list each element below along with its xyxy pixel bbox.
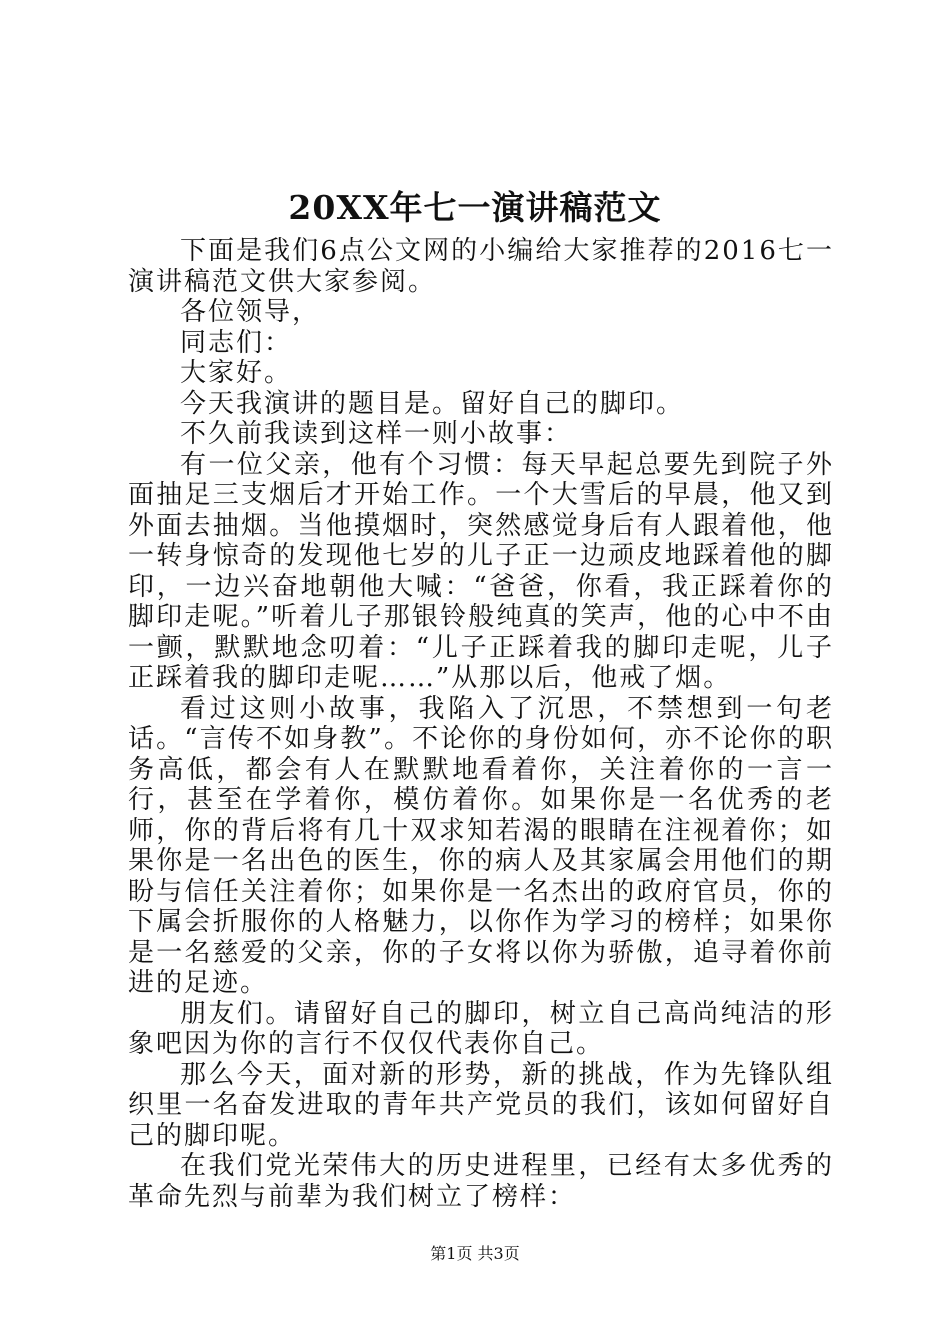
paragraph-appeal: 朋友们。请留好自己的脚印，树立自己高尚纯洁的形象吧因为你的言行不仅仅代表你自己。 — [128, 998, 834, 1059]
paragraph-story: 有一位父亲，他有个习惯：每天早起总要先到院子外面抽足三支烟后才开始工作。一个大雪后的早晨，他又到外面去抽烟。当他摸烟时，突然感觉身后有人跟着他，他一转身惊奇的发现他七岁的儿子正一边顽皮地踩着他的脚印，一边兴奋地朝他大喊：“爸爸，你看，我正踩着你的脚印走呢。”听着儿子那银铃般纯真的笑声，他的心中不由一颤，默默地念叨着：“儿子正踩着我的脚印走呢，儿子正踩着我的脚印走呢……”从那以后，他戒了烟。 — [128, 449, 834, 693]
paragraph-intro: 下面是我们6点公文网的小编给大家推荐的2016七一演讲稿范文供大家参阅。 — [128, 236, 834, 297]
paragraph-history: 在我们党光荣伟大的历史进程里，已经有太多优秀的革命先烈与前辈为我们树立了榜样： — [128, 1151, 834, 1212]
paragraph-reflection: 看过这则小故事，我陷入了沉思，不禁想到一句老话。“言传不如身教”。不论你的身份如何，亦不论你的职务高低，都会有人在默默地看着你，关注着你的一言一行，甚至在学着你，模仿着你。如果你是一名优秀的老师，你的背后将有几十双求知若渴的眼睛在注视着你；如果你是一名出色的医生，你的病人及其家属会用他们的期盼与信任关注着你；如果你是一名杰出的政府官员，你的下属会折服你的人格魅力，以你作为学习的榜样；如果你是一名慈爱的父亲，你的子女将以你为骄傲，追寻着你前进的足迹。 — [128, 693, 834, 998]
paragraph-topic: 今天我演讲的题目是。留好自己的脚印。 — [180, 388, 685, 419]
page-footer: 第1页 共3页 — [430, 1244, 520, 1263]
document-body — [128, 236, 834, 1212]
paragraph-story-intro: 不久前我读到这样一则小故事： — [180, 419, 573, 449]
paragraph-greeting-comrades: 同志们： — [180, 327, 293, 358]
paragraph-question: 那么今天，面对新的形势，新的挑战，作为先锋队组织里一名奋发进取的青年共产党员的我们，该如何留好自己的脚印呢。 — [128, 1059, 834, 1151]
paragraph-hello: 大家好。 — [180, 358, 293, 388]
document-title: 20XX年七一演讲稿范文 — [288, 188, 662, 227]
paragraph-greeting-leaders: 各位领导， — [180, 297, 321, 327]
